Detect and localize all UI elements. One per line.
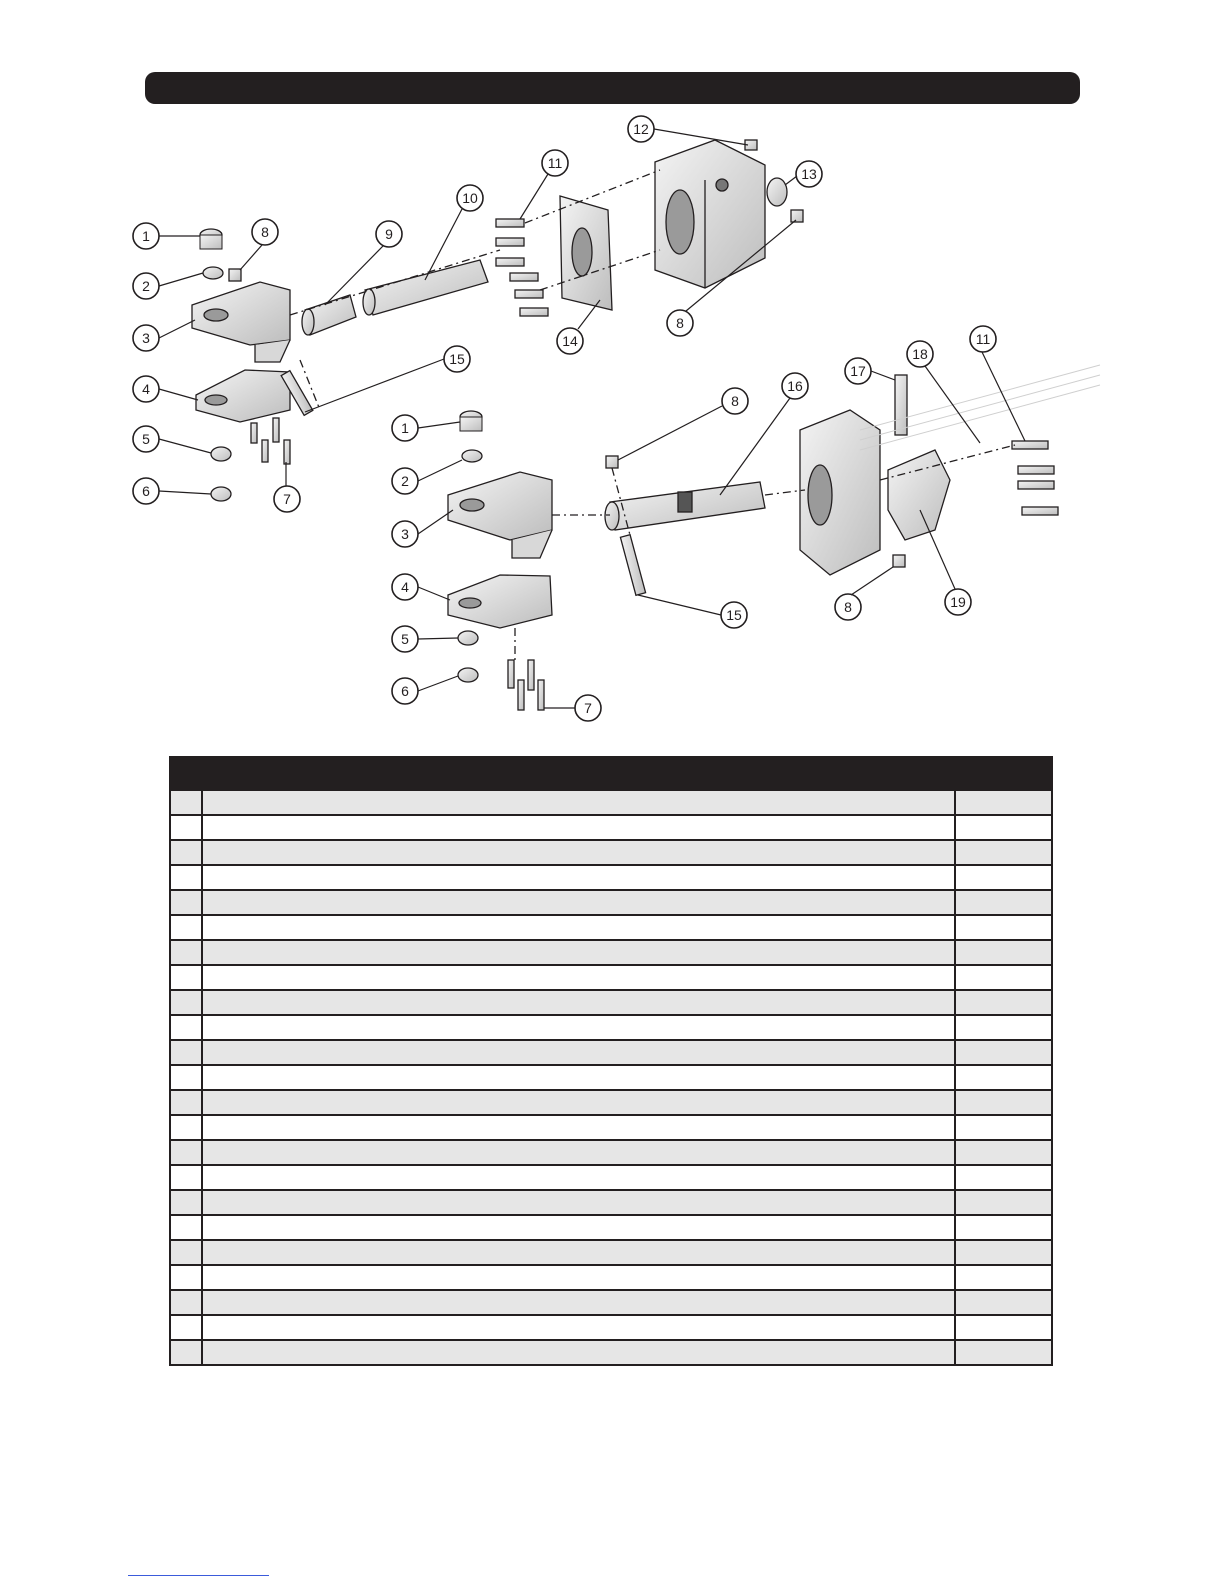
table-row bbox=[170, 1065, 1052, 1090]
cell-item bbox=[170, 915, 202, 940]
cell-qty bbox=[955, 1290, 1052, 1315]
cell-qty bbox=[955, 940, 1052, 965]
cell-description bbox=[202, 865, 955, 890]
callout-number: 5 bbox=[401, 631, 409, 647]
cell-item bbox=[170, 1040, 202, 1065]
nut-8-lower-right-shape bbox=[893, 555, 905, 567]
table-row bbox=[170, 790, 1052, 815]
cell-item bbox=[170, 965, 202, 990]
cell-item bbox=[170, 1165, 202, 1190]
cell-description bbox=[202, 1340, 955, 1365]
cell-qty bbox=[955, 915, 1052, 940]
cell-item bbox=[170, 1140, 202, 1165]
callout-number: 9 bbox=[385, 226, 393, 242]
table-row bbox=[170, 865, 1052, 890]
cell-description bbox=[202, 1165, 955, 1190]
cell-item bbox=[170, 1065, 202, 1090]
table-row bbox=[170, 1015, 1052, 1040]
callout-number: 1 bbox=[142, 228, 150, 244]
table-row bbox=[170, 1190, 1052, 1215]
cell-item bbox=[170, 1115, 202, 1140]
callout-number: 11 bbox=[547, 155, 563, 171]
cell-item bbox=[170, 1190, 202, 1215]
header-qty bbox=[955, 757, 1052, 790]
cell-item bbox=[170, 940, 202, 965]
bushing-5-shape bbox=[211, 447, 231, 461]
table-header-row bbox=[170, 757, 1052, 790]
bolt-17-shape bbox=[895, 375, 907, 435]
cell-description bbox=[202, 965, 955, 990]
cell-qty bbox=[955, 965, 1052, 990]
callout-number: 18 bbox=[912, 346, 928, 362]
table-row bbox=[170, 1340, 1052, 1365]
callout-number: 15 bbox=[726, 607, 742, 623]
table-row bbox=[170, 1315, 1052, 1340]
callout-number: 11 bbox=[975, 331, 991, 347]
cell-description bbox=[202, 1140, 955, 1165]
cell-qty bbox=[955, 1215, 1052, 1240]
cell-qty bbox=[955, 1015, 1052, 1040]
callout-number: 8 bbox=[844, 599, 852, 615]
cell-item bbox=[170, 1240, 202, 1265]
cell-description bbox=[202, 1290, 955, 1315]
cell-item bbox=[170, 1090, 202, 1115]
callout-number: 8 bbox=[676, 315, 684, 331]
cell-item bbox=[170, 1340, 202, 1365]
nut-8-upper-shape bbox=[229, 269, 241, 281]
bushing-6-shape bbox=[211, 487, 231, 501]
tube-10-shape bbox=[365, 260, 488, 315]
bushing-13-shape bbox=[767, 178, 787, 206]
table-row bbox=[170, 1265, 1052, 1290]
cell-description bbox=[202, 890, 955, 915]
cell-qty bbox=[955, 1190, 1052, 1215]
callout-number: 10 bbox=[462, 190, 478, 206]
cell-item bbox=[170, 840, 202, 865]
table-row bbox=[170, 990, 1052, 1015]
callout-number: 2 bbox=[142, 278, 150, 294]
bolt-15-lower-shape bbox=[620, 535, 645, 596]
callout-number: 7 bbox=[283, 491, 291, 507]
cell-description bbox=[202, 940, 955, 965]
bracket-19-shape bbox=[888, 450, 950, 540]
callout-number: 16 bbox=[787, 378, 803, 394]
callout-number: 15 bbox=[449, 351, 465, 367]
footer-link-underline[interactable] bbox=[128, 1575, 269, 1576]
cell-item bbox=[170, 1290, 202, 1315]
bolts-11-upper bbox=[496, 219, 548, 316]
table-row bbox=[170, 840, 1052, 865]
header-description bbox=[202, 757, 955, 790]
callout-number: 12 bbox=[633, 121, 649, 137]
cell-qty bbox=[955, 815, 1052, 840]
cell-description bbox=[202, 1090, 955, 1115]
nut-8-upper-right-shape bbox=[791, 210, 803, 222]
cell-description bbox=[202, 1015, 955, 1040]
cell-item bbox=[170, 1015, 202, 1040]
cell-qty bbox=[955, 1340, 1052, 1365]
cell-description bbox=[202, 840, 955, 865]
callout-number: 1 bbox=[401, 420, 409, 436]
cell-description bbox=[202, 1190, 955, 1215]
cell-description bbox=[202, 915, 955, 940]
cell-item bbox=[170, 990, 202, 1015]
table-row bbox=[170, 815, 1052, 840]
cell-description bbox=[202, 1265, 955, 1290]
nut-8-lower-shape bbox=[606, 456, 618, 468]
callout-number: 2 bbox=[401, 473, 409, 489]
table-row bbox=[170, 1165, 1052, 1190]
callout-number: 4 bbox=[142, 381, 150, 397]
bushing-6-lower-shape bbox=[458, 668, 478, 682]
table-row bbox=[170, 940, 1052, 965]
callout-number: 8 bbox=[261, 224, 269, 240]
callout-number: 8 bbox=[731, 393, 739, 409]
table-row bbox=[170, 965, 1052, 990]
table-row bbox=[170, 1240, 1052, 1265]
header-item bbox=[170, 757, 202, 790]
cell-item bbox=[170, 815, 202, 840]
cell-description bbox=[202, 790, 955, 815]
cell-qty bbox=[955, 1065, 1052, 1090]
callout-number: 13 bbox=[801, 166, 817, 182]
callout-number: 5 bbox=[142, 431, 150, 447]
callout-number: 3 bbox=[142, 330, 150, 346]
cell-qty bbox=[955, 840, 1052, 865]
table-row bbox=[170, 1040, 1052, 1065]
table-row bbox=[170, 1140, 1052, 1165]
callout-number: 17 bbox=[850, 363, 866, 379]
cell-qty bbox=[955, 890, 1052, 915]
cell-qty bbox=[955, 990, 1052, 1015]
callout-number: 6 bbox=[142, 483, 150, 499]
bushing-1-body bbox=[200, 235, 222, 249]
cell-item bbox=[170, 1265, 202, 1290]
cell-qty bbox=[955, 1090, 1052, 1115]
table-row bbox=[170, 1090, 1052, 1115]
bushing-2-shape bbox=[203, 267, 223, 279]
cell-item bbox=[170, 1315, 202, 1340]
cell-description bbox=[202, 1215, 955, 1240]
table-row bbox=[170, 890, 1052, 915]
cell-qty bbox=[955, 1315, 1052, 1340]
cell-description bbox=[202, 1065, 955, 1090]
callout-number: 19 bbox=[950, 594, 966, 610]
bolts-7-lower bbox=[508, 660, 544, 710]
parts-table-body bbox=[170, 790, 1052, 1365]
callout-number: 14 bbox=[562, 333, 578, 349]
table-row bbox=[170, 1215, 1052, 1240]
cell-qty bbox=[955, 1140, 1052, 1165]
cell-description bbox=[202, 1315, 955, 1340]
exploded-parts-diagram bbox=[0, 110, 1225, 740]
table-row bbox=[170, 1115, 1052, 1140]
cell-item bbox=[170, 865, 202, 890]
bolts-11-lower bbox=[1012, 441, 1058, 515]
cell-description bbox=[202, 1240, 955, 1265]
table-row bbox=[170, 915, 1052, 940]
cell-item bbox=[170, 790, 202, 815]
cell-qty bbox=[955, 1115, 1052, 1140]
bushing-5-lower-shape bbox=[458, 631, 478, 645]
callout-number: 3 bbox=[401, 526, 409, 542]
callout-number: 4 bbox=[401, 579, 409, 595]
bushing-2-lower-shape bbox=[462, 450, 482, 462]
page-title-bar bbox=[145, 72, 1080, 104]
callout-number: 6 bbox=[401, 683, 409, 699]
cell-item bbox=[170, 890, 202, 915]
parts-list-table bbox=[169, 756, 1053, 1366]
cell-qty bbox=[955, 1265, 1052, 1290]
cell-qty bbox=[955, 865, 1052, 890]
cell-qty bbox=[955, 1165, 1052, 1190]
cell-description bbox=[202, 990, 955, 1015]
cell-qty bbox=[955, 1040, 1052, 1065]
callout-number: 7 bbox=[584, 700, 592, 716]
cell-description bbox=[202, 815, 955, 840]
bolts-7-upper bbox=[251, 418, 290, 464]
table-row bbox=[170, 1290, 1052, 1315]
cell-item bbox=[170, 1215, 202, 1240]
cell-description bbox=[202, 1115, 955, 1140]
cell-description bbox=[202, 1040, 955, 1065]
lower-assembly bbox=[392, 326, 1100, 721]
cell-qty bbox=[955, 1240, 1052, 1265]
cell-qty bbox=[955, 790, 1052, 815]
